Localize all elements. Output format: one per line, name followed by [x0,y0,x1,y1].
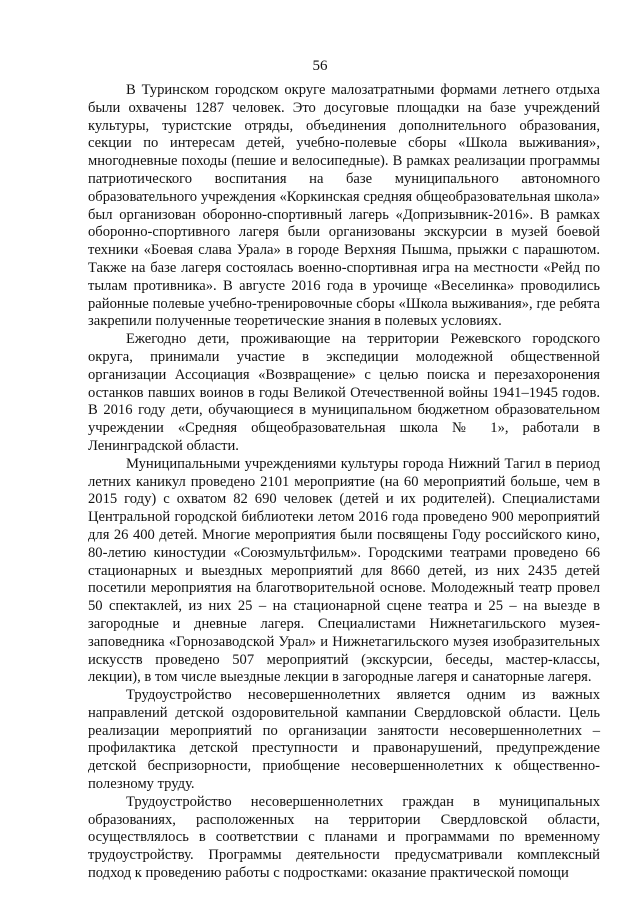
page-number: 56 [312,58,328,74]
body-text [88,82,600,883]
paragraph-employment-municipal: Трудоустройство несовершеннолетних граждан в муниципальных образованиях, расположенных на территории Свердловской области, осуществлялось в соответствии с планами и программами по временному трудоустройству. Программы деятельности предусматривали комплексный подход к проведению работы с подростками: оказание практической помощи [88,793,600,882]
paragraph-employment-importance: Трудоустройство несовершеннолетних является одним из важных направлений детской оздоровительной кампании Свердловской области. Цель реализации мероприятий по организации занятости несовершеннолетних – профилактика детской преступности и правонарушений, предупреждение детской беспризорности, приобщение несовершеннолетних к общественно-полезному труду. [88,687,600,793]
paragraph-turinsky: В Туринском городском округе малозатратными формами летнего отдыха были охвачены 1287 человек. Это досуговые площадки на базе учреждений культуры, туристские отряды, объединения дополнительного образования, секции по интересам детей, учебно-полевые сборы «Школа выживания», многодневные походы (пешие и велосипедные). В рамках реализации программы патриотического воспитания на базе муниципального автономного образовательного учреждения «Коркинская средняя общеобразовательная школа» был организован оборонно-спортивный лагерь «Допризывник-2016». В рамках оборонно-спортивного лагеря были организованы экскурсии в музей боевой техники «Боевая слава Урала» в городе Верхняя Пышма, прыжки с парашютом. Также на базе лагеря состоялась военно-спортивная игра на местности «Рейд по тылам противника». В августе 2016 года в урочище «Веселинка» проводились районные полевые учебно-тренировочные сборы «Школа выживания», где ребята закрепили полученные теоретические знания в полевых условиях. [88,82,600,330]
paragraph-nizhny-tagil: Муниципальными учреждениями культуры города Нижний Тагил в период летних каникул проведено 2101 мероприятие (на 60 мероприятий больше, чем в 2015 году) с охватом 82 690 человек (детей и их родителей). Специалистами Центральной городской библиотеки летом 2016 года проведено 900 мероприятий для 26 400 детей. Многие мероприятия были посвящены Году российского кино, 80-летию киностудии «Союзмультфильм». Городскими театрами проведено 66 стационарных и выездных мероприятий для 8660 детей, из них 2435 детей посетили мероприятия на благотворительной основе. Молодежный театр провел 50 спектаклей, из них 25 – на стационарной сцене театра и 25 – на выезде в загородные и дневные лагеря. Специалистами Нижнетагильского музея-заповедника «Горнозаводской Урал» и Нижнетагильского музея изобразительных искусств проведено 507 мероприятий (экскурсии, беседы, мастер-классы, лекции), в том числе выездные лекции в загородные лагеря и санаторные лагеря. [88,455,600,686]
paragraph-rezhevsky: Ежегодно дети, проживающие на территории Режевского городского округа, принимали участие в экспедиции молодежной общественной организации Ассоциация «Возвращение» с целью поиска и перезахоронения останков павших воинов в годы Великой Отечественной войны 1941–1945 годов. В 2016 году дети, обучающиеся в муниципальном бюджетном образовательном учреждении «Средняя общеобразовательная школа № 1», работали в Ленинградской области. [88,331,600,454]
